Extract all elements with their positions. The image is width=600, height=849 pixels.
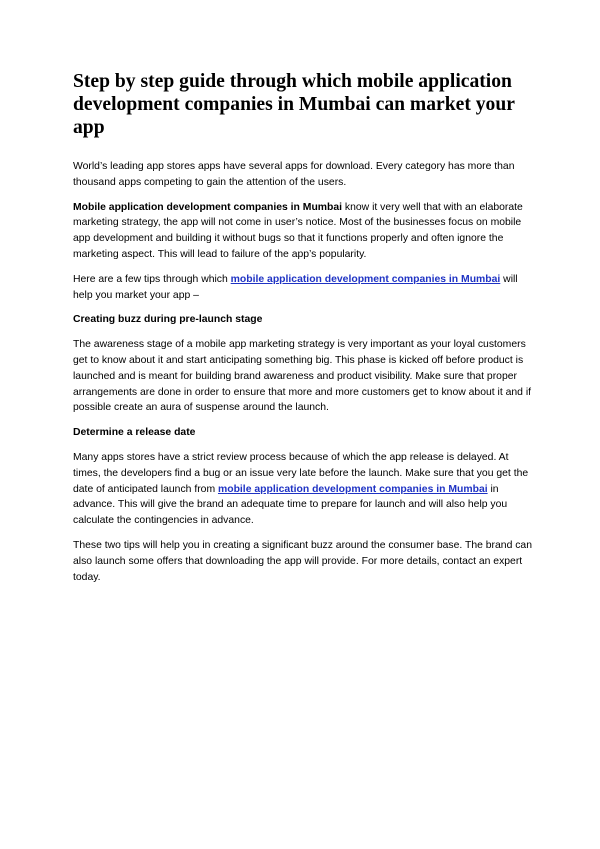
tips-intro-after: will help you market your app – [73,273,518,301]
companies-paragraph [73,200,534,263]
prelaunch-paragraph: The awareness stage of a mobile app marketing strategy is very important as your loyal customers get to know about it and start anticipating something big. This phase is kicked off before product is launched and is meant for building brand awareness and product visibility. Make sure that proper arrangements are done in order to ensure that more and more customers get to know about it and if possible create an aura of suspense around the launch. [73,339,532,414]
companies-paragraph-text: know it very well that with an elaborate marketing strategy, the app will not come in user’s notice. Most of the businesses focus on mobile app development and building it without bugs so that it functions properly and often ignore the marketing aspect. This will lead to failure of the app’s popularity. [73,201,523,260]
section-heading-release-date: Determine a release date [73,427,196,439]
section-heading-prelaunch: Creating buzz during pre-launch stage [73,314,263,326]
tips-intro-before: Here are a few tips through which [73,273,231,285]
release-date-paragraph [73,450,534,529]
companies-bold-phrase: Mobile application development companies in Mumbai [73,201,343,213]
intro-paragraph: World’s leading app stores apps have several apps for download. Every category has more than thousand apps competing to gain the attention of the users. [73,161,515,188]
document-title: Step by step guide through which mobile application development companies in Mumbai can market your app [73,71,515,138]
companies-link-2[interactable]: mobile application development companies in Mumbai [217,483,488,495]
companies-link[interactable]: mobile application development companies in Mumbai [230,273,501,285]
tips-intro-paragraph [73,272,534,304]
release-date-after: in advance. This will give the brand an adequate time to prepare for launch and will also help you calculate the contingencies in advance. [73,483,508,527]
closing-paragraph: These two tips will help you in creating a significant buzz around the consumer base. The brand can also launch some offers that downloading the app will provide. For more details, contact an expert today. [73,539,532,583]
release-date-before: Many apps stores have a strict review process because of which the app release is delayed. At times, the developers find a bug or an issue very late before the launch. Make sure that you get the date of anticipated launch from [73,451,529,495]
